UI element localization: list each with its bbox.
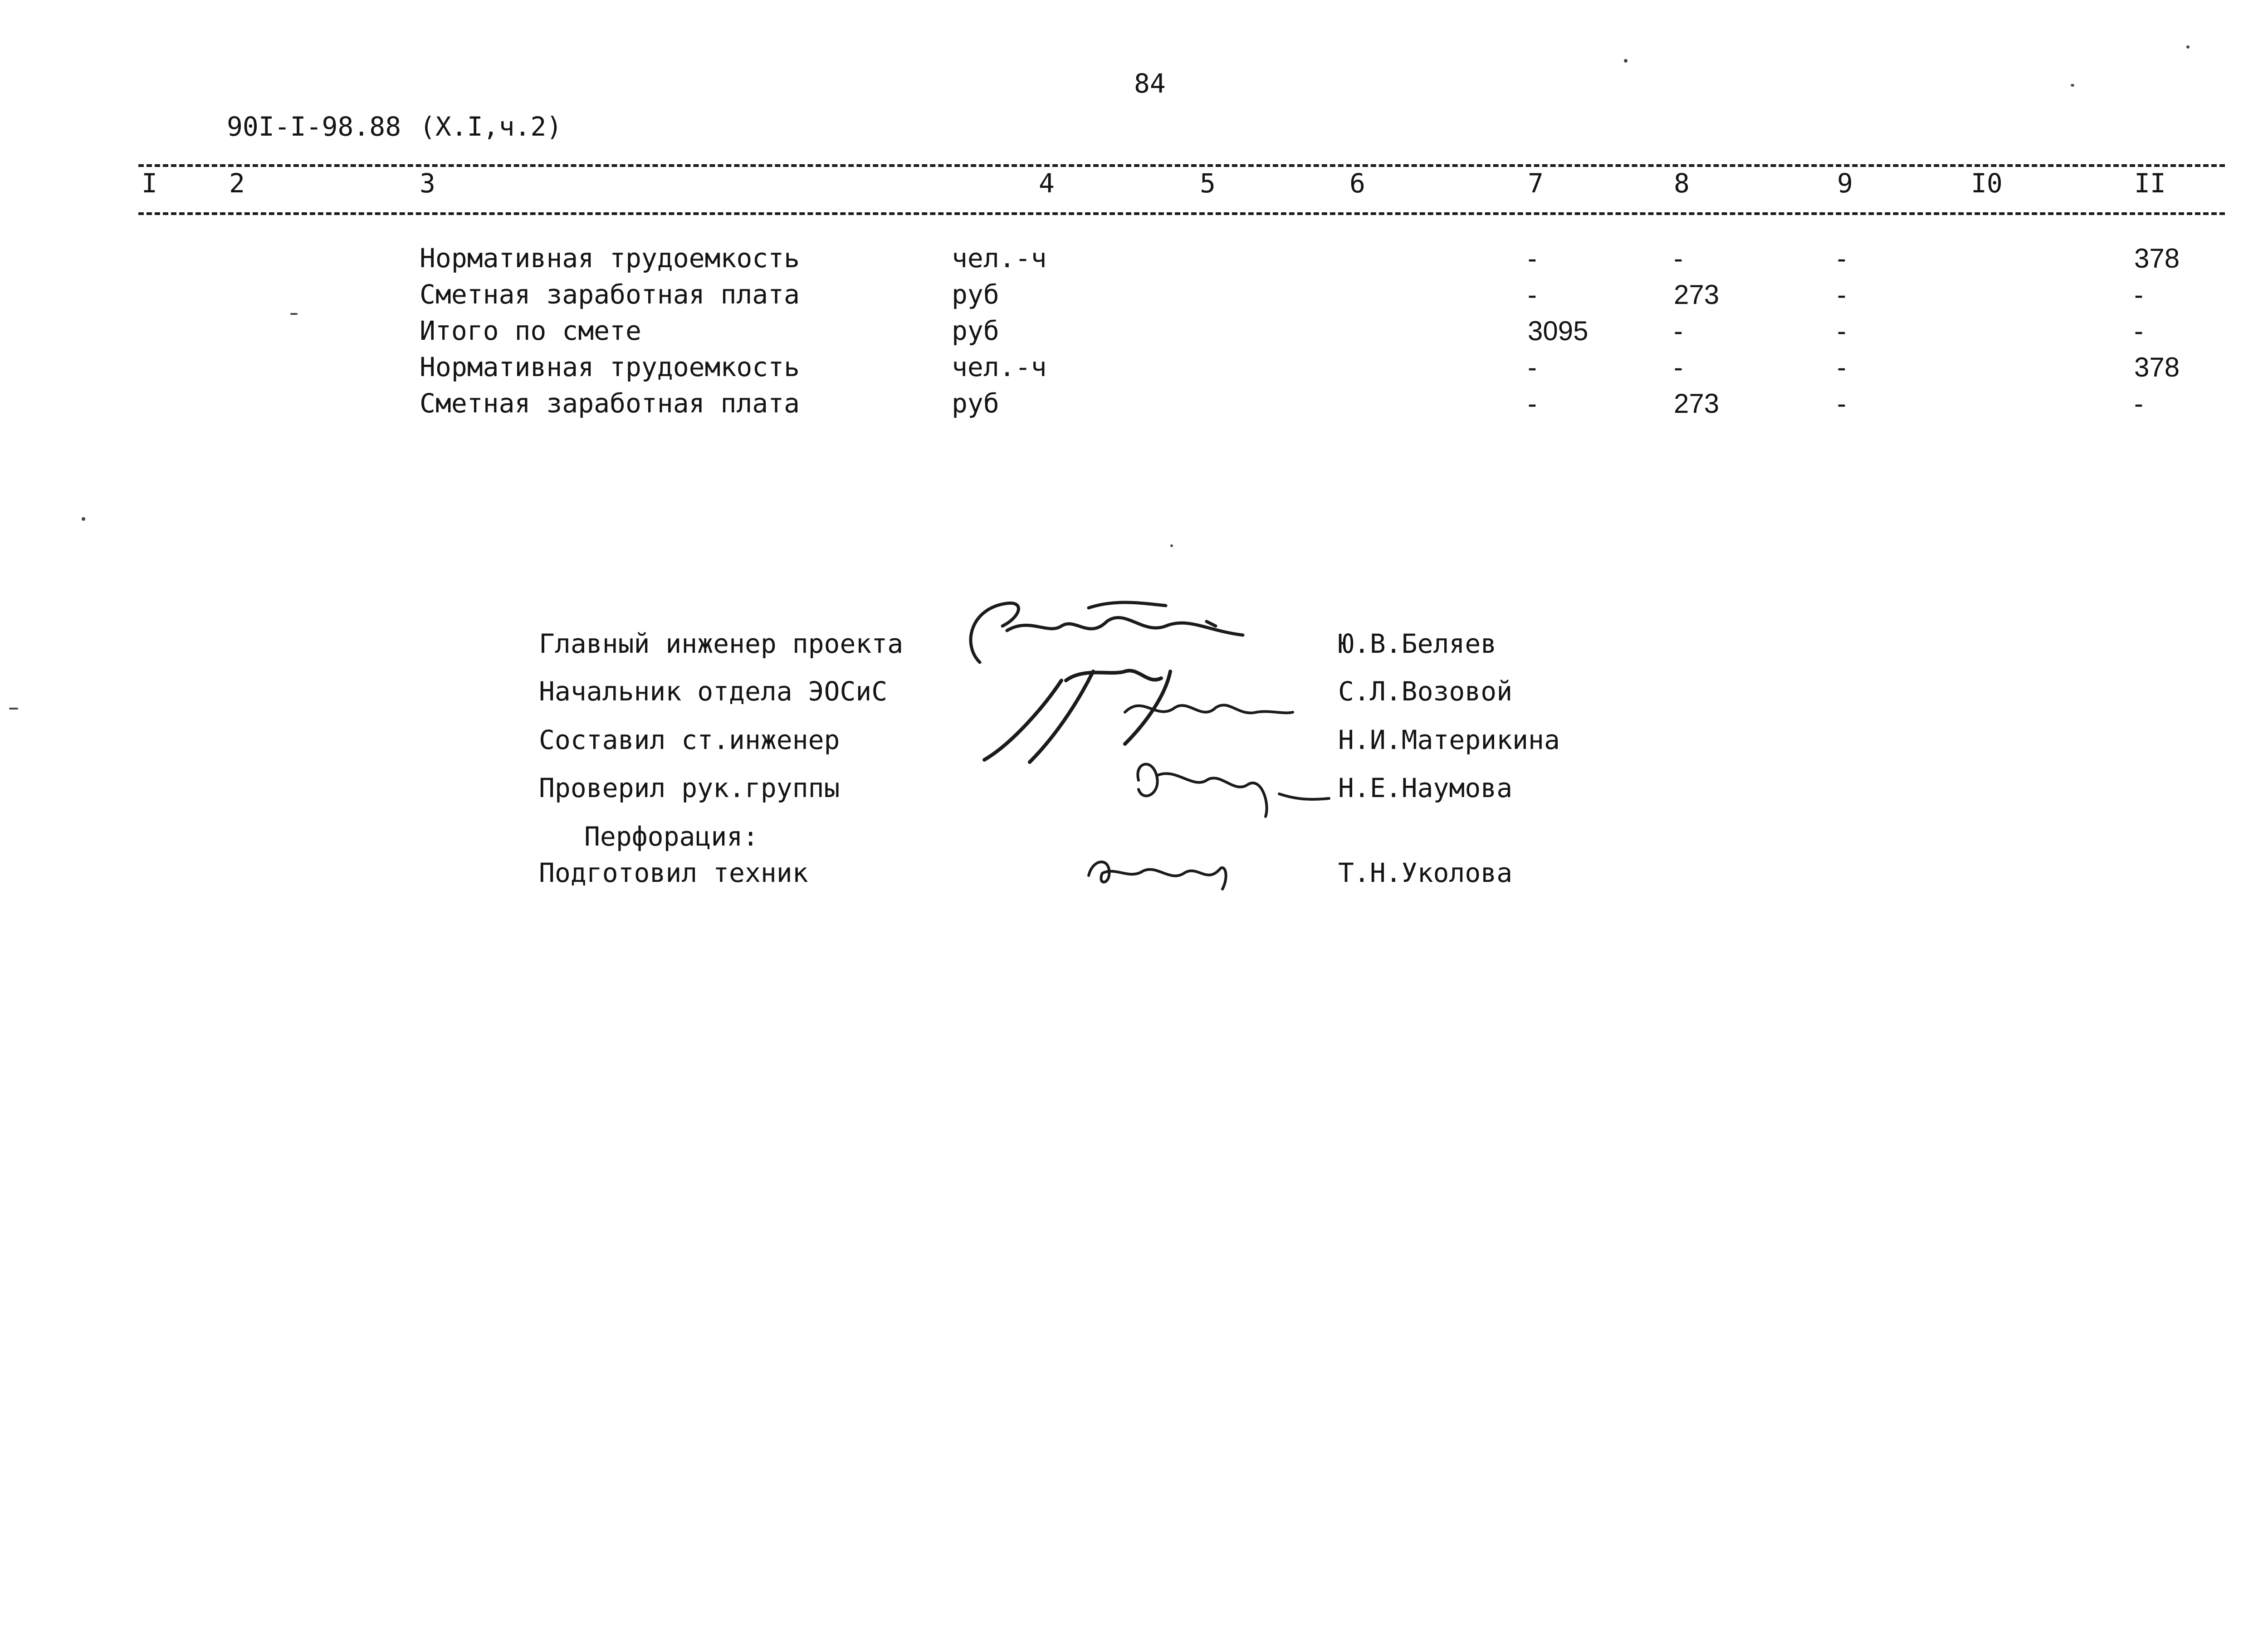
column-header: 8 <box>1674 168 1690 199</box>
row-name: Сметная заработная плата <box>420 279 800 310</box>
column-header: I0 <box>1971 168 2003 199</box>
row-col8: - <box>1674 243 1683 274</box>
row-col8: 273 <box>1674 388 1720 419</box>
row-col11: 378 <box>2134 243 2180 274</box>
scan-speck <box>1624 59 1628 63</box>
row-col7: 3095 <box>1528 316 1589 346</box>
signature-role: Главный инженер проекта <box>539 628 904 659</box>
row-unit: руб <box>952 315 999 346</box>
row-col9: - <box>1837 316 1846 346</box>
scan-speck <box>9 708 18 709</box>
row-unit: руб <box>952 388 999 419</box>
signature-role: Проверил рук.группы <box>539 773 840 803</box>
row-col8: - <box>1674 352 1683 382</box>
row-col7: - <box>1528 388 1537 419</box>
row-col8: - <box>1674 316 1683 346</box>
row-col11: - <box>2134 279 2143 310</box>
column-header: 2 <box>229 168 245 199</box>
document-code: 90I-I-98.88 <box>227 111 401 142</box>
scan-speck <box>1170 544 1173 547</box>
column-header: 7 <box>1528 168 1544 199</box>
signature-name: Н.И.Материкина <box>1338 724 1560 755</box>
row-name: Итого по смете <box>420 315 641 346</box>
signature-role: Начальник отдела ЭОСиС <box>539 676 888 707</box>
row-col9: - <box>1837 388 1846 419</box>
document-part: (X.I,ч.2) <box>420 111 562 142</box>
signature-role: Подготовил техник <box>539 857 808 888</box>
column-header: 5 <box>1200 168 1216 199</box>
row-col11: 378 <box>2134 352 2180 382</box>
row-col9: - <box>1837 279 1846 310</box>
row-col11: - <box>2134 316 2143 346</box>
scan-speck <box>290 313 298 315</box>
column-header: 6 <box>1349 168 1365 199</box>
table-header-rule <box>138 212 2225 215</box>
row-col9: - <box>1837 352 1846 382</box>
handwritten-signature <box>1084 848 1234 894</box>
column-header: 4 <box>1039 168 1055 199</box>
row-unit: чел.-ч <box>952 243 1047 274</box>
row-col11: - <box>2134 388 2143 419</box>
perforation-label: Перфорация: <box>584 821 759 852</box>
column-header: 3 <box>420 168 435 199</box>
signature-name: С.Л.Возовой <box>1338 676 1513 707</box>
row-col7: - <box>1528 279 1537 310</box>
row-unit: чел.-ч <box>952 352 1047 382</box>
signature-name: Ю.В.Беляев <box>1338 628 1497 659</box>
scan-speck <box>2071 84 2074 87</box>
signature-name: Н.Е.Наумова <box>1338 773 1513 803</box>
row-unit: руб <box>952 279 999 310</box>
column-header: I <box>142 168 157 199</box>
row-col8: 273 <box>1674 279 1720 310</box>
column-header: II <box>2134 168 2166 199</box>
signature-name: Т.Н.Уколова <box>1338 857 1513 888</box>
row-col7: - <box>1528 243 1537 274</box>
row-col9: - <box>1837 243 1846 274</box>
scan-speck <box>2186 45 2190 49</box>
row-name: Нормативная трудоемкость <box>420 243 800 274</box>
scan-speck <box>82 517 85 521</box>
row-name: Нормативная трудоемкость <box>420 352 800 382</box>
handwritten-signature <box>1125 753 1334 821</box>
column-header: 9 <box>1837 168 1853 199</box>
row-name: Сметная заработная плата <box>420 388 800 419</box>
signature-role: Составил ст.инженер <box>539 724 840 755</box>
table-top-rule <box>138 164 2225 167</box>
page-number: 84 <box>1134 68 1166 99</box>
row-col7: - <box>1528 352 1537 382</box>
